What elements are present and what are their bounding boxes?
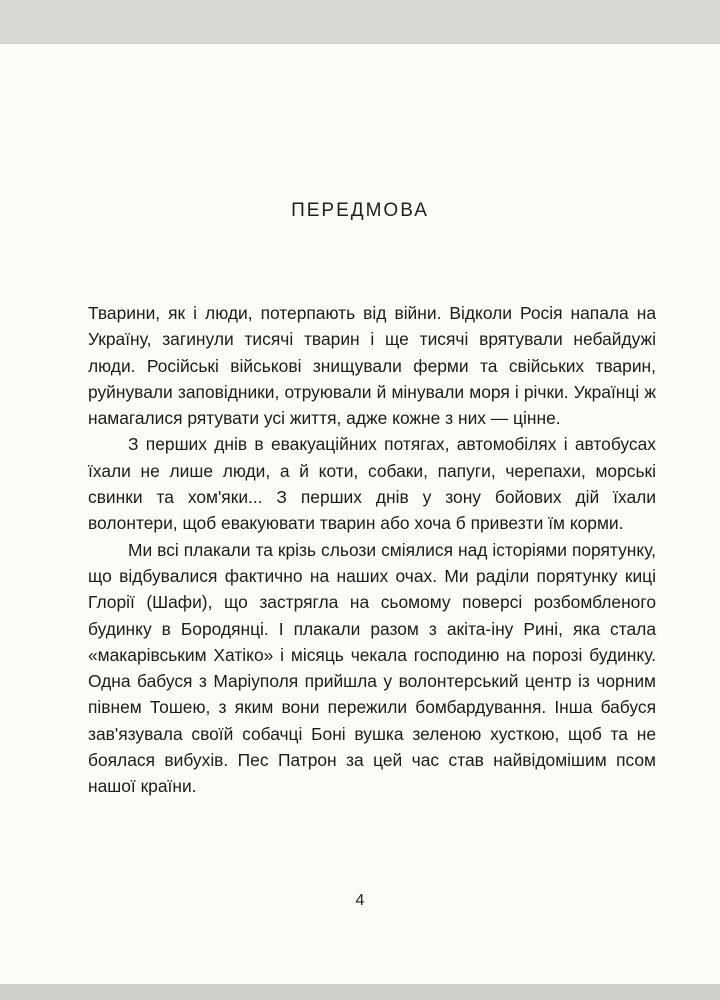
paragraph-1: Тварини, як і люди, потерпають від війни. Відколи Росія напала на Україну, загинули тисячі тварин і ще тисячі врятували небайдужі люди. Російські військові знищували ферми та свійських тварин, руйнували заповідники, отруювали й мінували моря і річки. Українці ж намагалися рятувати усі життя, адже кожне з них — цінне.	[88, 303, 656, 429]
paragraph-2: З перших днів в евакуаційних потягах, автомобілях і автобусах їхали не лише люди, а й коти, собаки, папуги, черепахи, морські свинки та хом'яки... З перших днів у зону бойових дій їхали волонтери, щоб евакуювати тварин або хоча б привезти їм корми.	[88, 434, 656, 534]
page-edge-shadow	[0, 984, 720, 1000]
page-title: ПЕРЕДМОВА	[291, 200, 429, 221]
body-text	[88, 300, 656, 800]
page-number: 4	[355, 892, 365, 909]
paragraph-3: Ми всі плакали та крізь сльози сміялися над історіями порятунку, що відбувалися фактично на наших очах. Ми раділи порятунку киці Глорії (Шафи), що застрягла на сьомому поверсі розбомбленого будинку в Бородянці. І плакали разом з акіта-іну Рині, яка стала «макарівським Хатіко» і місяць чекала господиню на порозі будинку. Одна бабуся з Маріуполя прийшла у волонтерський центр із чорним півнем Тошею, з яким вони пережили бомбардування. Інша бабуся зав'язувала своїй собачці Боні вушка зеленою хусткою, щоб та не боялася вибухів. Пес Патрон за цей час став найвідомішим псом нашої країни.	[88, 539, 656, 797]
